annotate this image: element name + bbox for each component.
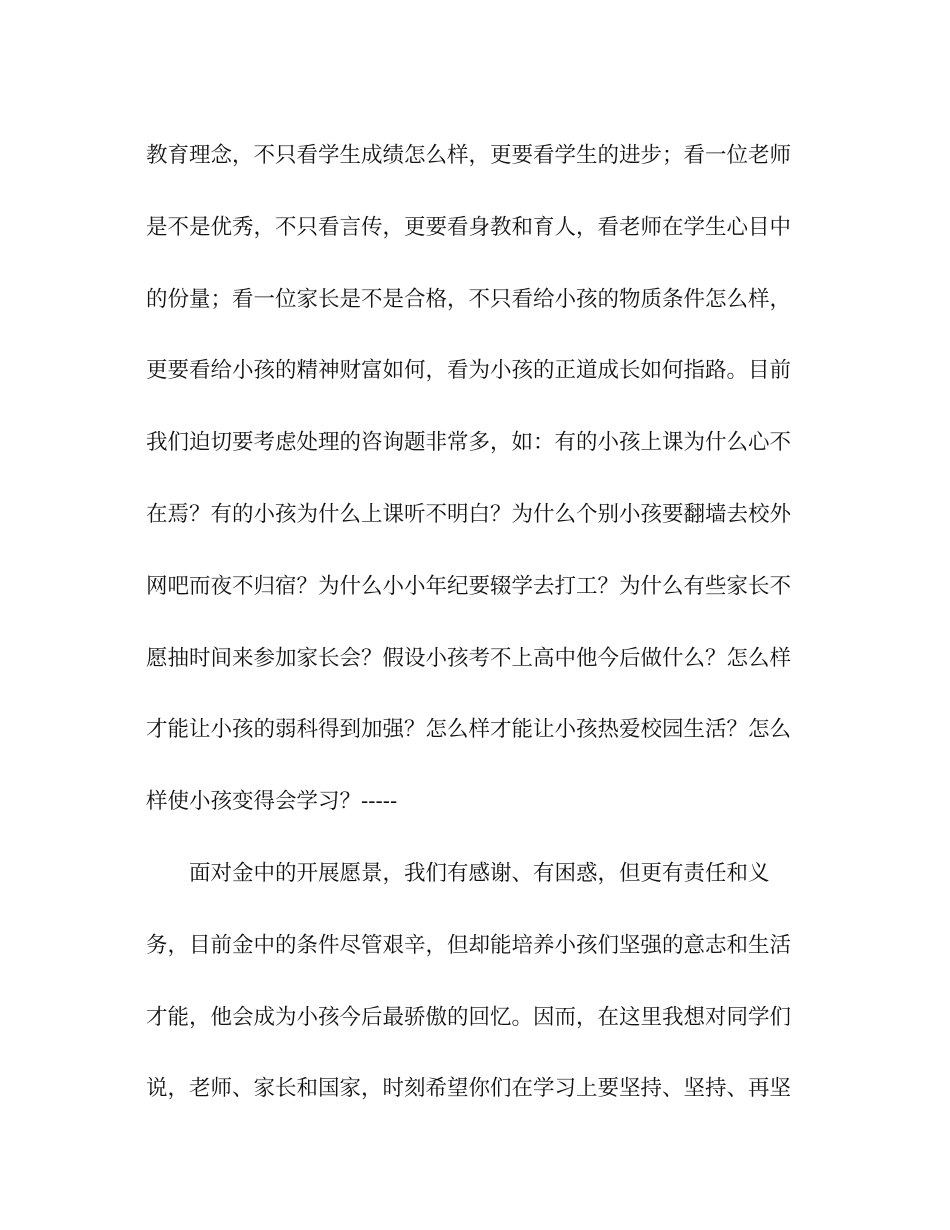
- text-line: 样使小孩变得会学习？-----: [146, 789, 398, 815]
- text-line: 说，老师、家长和国家，时刻希望你们在学习上要坚持、坚持、再坚: [146, 1076, 792, 1102]
- text-line: 才能，他会成为小孩今后最骄傲的回忆。因而，在这里我想对同学们: [146, 1004, 792, 1030]
- body-text: [146, 120, 806, 1125]
- text-line: 我们迫切要考虑处理的咨询题非常多，如：有的小孩上课为什么心不: [146, 430, 792, 456]
- text-line: 务，目前金中的条件尽管艰辛，但却能培养小孩们坚强的意志和生活: [146, 932, 792, 958]
- text-line: 更要看给小孩的精神财富如何，看为小孩的正道成长如何指路。目前: [146, 358, 792, 384]
- paragraph-start-line: 面对金中的开展愿景，我们有感谢、有困惑，但更有责任和义: [189, 860, 770, 886]
- text-line: 才能让小孩的弱科得到加强？怎么样才能让小孩热爱校园生活？怎么: [146, 717, 792, 743]
- text-line: 教育理念，不只看学生成绩怎么样，更要看学生的进步；看一位老师: [146, 143, 792, 168]
- text-line: 在焉？有的小孩为什么上课听不明白？为什么个别小孩要翻墙去校外: [146, 501, 792, 527]
- text-line: 的份量；看一位家长是不是合格，不只看给小孩的物质条件怎么样，: [146, 286, 792, 312]
- text-line: 网吧而夜不归宿？为什么小小年纪要辍学去打工？为什么有些家长不: [146, 573, 792, 599]
- text-line: 是不是优秀，不只看言传，更要看身教和育人，看老师在学生心目中: [146, 214, 792, 240]
- text-line: 愿抽时间来参加家长会？假设小孩考不上高中他今后做什么？怎么样: [146, 645, 792, 671]
